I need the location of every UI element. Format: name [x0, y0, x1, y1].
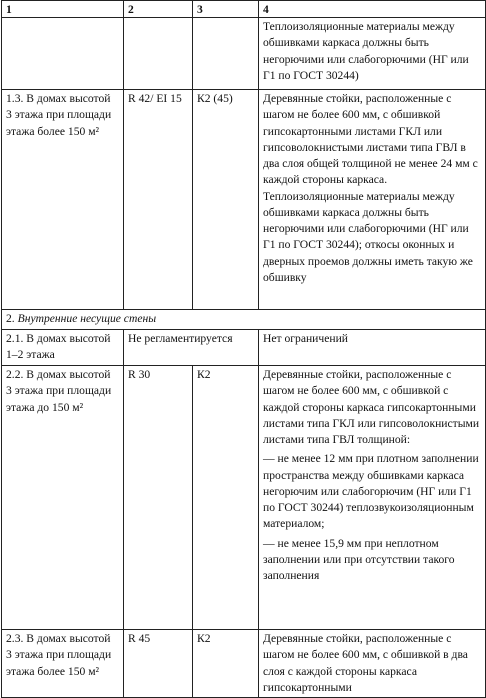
cell-fire-resistance: R 30 — [124, 366, 193, 630]
cell-fire-hazard-class: К2 — [193, 630, 259, 698]
table-row — [2, 330, 486, 366]
cell-fire-hazard-class — [193, 18, 259, 90]
requirement-paragraph: Деревянные стойки, расположенные с шагом не более 600 мм, с обшивкой с каждой стороны каркаса гипсокартонными листами типа ГКЛ или гипсоволокнистыми листами типа ГВЛ толщиной: — [263, 368, 480, 446]
cell-requirements: Деревянные стойки, расположенные с шагом не более 600 мм, с обшивкой гипсокартонными листами ГКЛ или гипсоволокнистыми листами типа ГВЛ в два слоя общей толщиной не менее 24 мм с каждой стороны каркаса. Теплоизоляционные материалы между обшивками каркаса должны быть негорючими или слабогорючими (НГ или Г1 по ГОСТ 30244); откосы оконных и дверных проемов должны иметь такую же обшивку — [259, 90, 486, 310]
cell-fire-resistance — [124, 18, 193, 90]
cell-requirements — [259, 366, 486, 630]
cell-requirements: Теплоизоляционные материалы между обшивками каркаса должны быть негорючими или слабогорючими (НГ или Г1 по ГОСТ 30244) — [259, 18, 486, 90]
cell-item: 1.3. В домах высотой 3 этажа при площади этажа более 150 м² — [2, 90, 124, 310]
cell-fire-resistance: R 42/ EI 15 — [124, 90, 193, 310]
table-row — [2, 366, 486, 630]
requirement-paragraph: — не менее 12 мм при плотном заполнении пространства между обшивками каркаса негорючим или слабогорючим (НГ или Г1 по ГОСТ 30244) теплозвукоизоляционным материалом; — [263, 452, 479, 531]
table-row — [2, 630, 486, 698]
cell-item: 2.1. В домах высотой 1–2 этажа — [2, 330, 124, 366]
header-col-4: 4 — [259, 1, 486, 18]
cell-item: 2.3. В домах высотой 3 этажа при площади этажа более 150 м² — [2, 630, 124, 698]
cell-not-regulated: Не регламентируется — [124, 330, 259, 366]
cell-item: 2.2. В домах высотой 3 этажа при площади этажа до 150 м² — [2, 366, 124, 630]
table-row — [2, 90, 486, 310]
header-col-2: 2 — [124, 1, 193, 18]
table-header-row — [2, 1, 486, 18]
cell-requirements: Нет ограничений — [259, 330, 486, 366]
header-col-3: 3 — [193, 1, 259, 18]
section-heading — [2, 310, 486, 330]
fire-resistance-table — [1, 0, 486, 698]
section-number: 2. — [6, 312, 15, 325]
requirement-paragraph: — не менее 15,9 мм при неплотном заполнении или при отсутствии такого заполнения — [263, 536, 455, 582]
cell-fire-hazard-class: К2 (45) — [193, 90, 259, 310]
header-col-1: 1 — [2, 1, 124, 18]
table-row — [2, 18, 486, 90]
cell-item — [2, 18, 124, 90]
cell-fire-resistance: R 45 — [124, 630, 193, 698]
section-title: Внутренние несущие стены — [17, 312, 157, 325]
cell-fire-hazard-class: К2 — [193, 366, 259, 630]
section-row — [2, 310, 486, 330]
cell-requirements: Деревянные стойки, расположенные с шагом не более 600 мм, с обшивкой в два слоя с каждой стороны каркаса гипсокартонными — [259, 630, 486, 698]
